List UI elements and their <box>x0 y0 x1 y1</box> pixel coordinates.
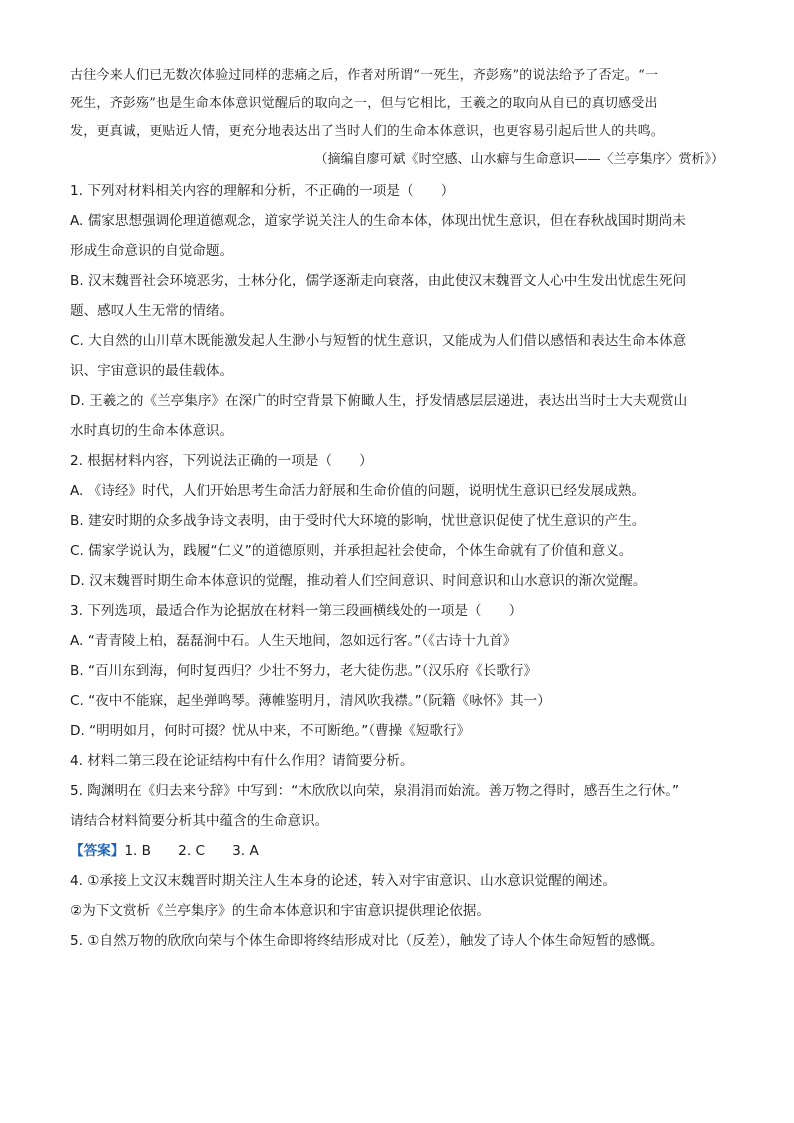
question-2 <box>70 446 724 596</box>
option-a-cont: 形成生命意识的自觉命题。 <box>70 243 234 259</box>
document-page <box>70 62 724 956</box>
option-c-cont: 识、宇宙意识的最佳载体。 <box>70 363 234 379</box>
answer-4-part2: ②为下文赏析《兰亭集序》的生命本体意识和宇宙意识提供理论依据。 <box>70 903 490 919</box>
option-a: A. 儒家思想强调伦理道德观念，道家学说关注人的生命本体，体现出忧生意识，但在春秋战国时期尚未 <box>70 213 686 229</box>
answer-choices: 1. B 2. C 3. A <box>124 843 259 859</box>
passage-line: 发，更真诚，更贴近人情，更充分地表达出了当时人们的生命本体意识，也更容易引起后世人的共鸣。 <box>70 124 665 139</box>
option-d: D. “明明如月，何时可掇？忧从中来，不可断绝。”（曹操《短歌行》 <box>70 723 471 739</box>
passage-source: （摘编自廖可斌《时空感、山水癖与生命意识——〈兰亭集序〉赏析》） <box>314 152 724 167</box>
question-stem: 2. 根据材料内容，下列说法正确的一项是（ ） <box>70 453 373 469</box>
option-c: C. “夜中不能寐，起坐弹鸣琴。薄帷鉴明月，清风吹我襟。”（阮籍《咏怀》其一） <box>70 693 551 709</box>
answer-section <box>70 836 724 956</box>
question-stem: 3. 下列选项，最适合作为论据放在材料一第三段画横线处的一项是（ ） <box>70 603 523 619</box>
option-b: B. “百川东到海，何时复西归？少壮不努力，老大徒伤悲。”（汉乐府《长歌行》 <box>70 663 538 679</box>
passage-line: 死生，齐彭殇”也是生命本体意识觉醒后的取向之一，但与它相比，王羲之的取向从自已的真切感受出 <box>70 96 658 111</box>
question-1 <box>70 176 724 446</box>
passage-line: 古往今来人们已无数次体验过同样的悲痛之后，作者对所谓“一死生，齐彭殇”的说法给予了否定。“一 <box>70 68 659 83</box>
option-a: A. 《诗经》时代，人们开始思考生命活力舒展和生命价值的问题，说明忧生意识已经发展成熟。 <box>70 483 646 499</box>
question-3 <box>70 596 724 746</box>
option-d: D. 汉末魏晋时期生命本体意识的觉醒，推动着人们空间意识、时间意识和山水意识的渐次觉醒。 <box>70 573 647 589</box>
option-d: D. 王羲之的《兰亭集序》在深广的时空背景下俯瞰人生，抒发情感层层递进，表达出当时士大夫观赏山 <box>70 393 688 409</box>
option-c: C. 儒家学说认为，践履“仁义”的道德原则，并承担起社会使命，个体生命就有了价值和意义。 <box>70 543 633 559</box>
answer-4-part1: 4. ①承接上文汉末魏晋时期关注人生本身的论述，转入对宇宙意识、山水意识觉醒的阐述。 <box>70 873 617 889</box>
question-4 <box>70 746 724 776</box>
answer-5-part1: 5. ①自然万物的欣欣向荣与个体生命即将终结形成对比（反差），触发了诗人个体生命短暂的感慨。 <box>70 933 664 949</box>
option-b: B. 汉末魏晋社会环境恶劣，士林分化，儒学逐渐走向衰落，由此使汉末魏晋文人心中生发出忧虑生死问 <box>70 273 687 289</box>
option-b-cont: 题、感叹人生无常的情绪。 <box>70 303 234 319</box>
option-d-cont: 水时真切的生命本体意识。 <box>70 423 234 439</box>
question-stem: 4. 材料二第三段在论证结构中有什么作用？请简要分析。 <box>70 753 414 769</box>
question-5 <box>70 776 724 836</box>
passage-excerpt <box>70 62 724 146</box>
answer-label: 【答案】 <box>70 843 125 859</box>
option-b: B. 建安时期的众多战争诗文表明，由于受时代大环境的影响，忧世意识促使了忧生意识的产生。 <box>70 513 646 529</box>
question-stem-cont: 请结合材料简要分析其中蕴含的生命意识。 <box>70 813 329 829</box>
option-c: C. 大自然的山川草木既能激发起人生渺小与短暂的忧生意识，又能成为人们借以感悟和表达生命本体意 <box>70 333 687 349</box>
question-stem: 5. 陶渊明在《归去来兮辞》中写到：“木欣欣以向荣，泉涓涓而始流。善万物之得时，感吾生之行休。” <box>70 783 680 799</box>
option-a: A. “青青陵上柏，磊磊涧中石。人生天地间，忽如远行客。”（《古诗十九首》 <box>70 633 517 649</box>
question-stem: 1. 下列对材料相关内容的理解和分析，不正确的一项是（ ） <box>70 183 455 199</box>
